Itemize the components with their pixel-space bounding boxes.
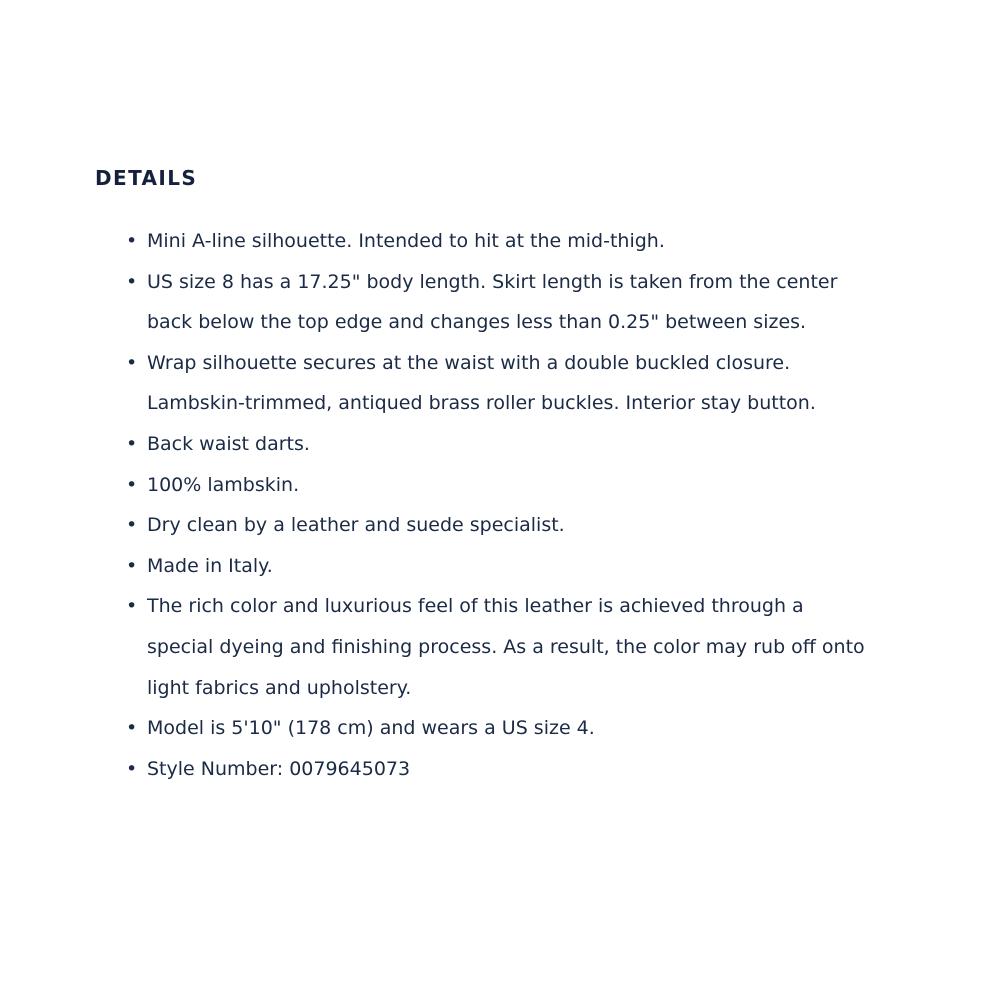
bullet-icon: • — [126, 270, 138, 293]
list-item — [126, 546, 866, 587]
list-item-text: 100% lambskin. — [147, 473, 300, 496]
list-item — [126, 708, 866, 749]
list-item-text: Wrap silhouette secures at the waist with a double buckled closure. Lambskin-trimmed, antiqued brass roller buckles. Interior stay button. — [147, 351, 816, 415]
list-item — [126, 465, 866, 506]
details-heading: DETAILS — [95, 166, 198, 190]
list-item — [126, 221, 866, 262]
details-list — [126, 221, 866, 789]
bullet-icon: • — [126, 554, 138, 577]
bullet-icon: • — [126, 230, 138, 252]
details-section — [95, 166, 885, 780]
list-item — [126, 262, 866, 343]
list-item-text: Mini A-line silhouette. Intended to hit at the mid-thigh. — [147, 230, 665, 252]
list-item-text: US size 8 has a 17.25" body length. Skirt length is taken from the center back below the top edge and changes less than 0.25" between sizes. — [147, 270, 838, 334]
bullet-icon: • — [126, 757, 138, 780]
bullet-icon: • — [126, 473, 138, 496]
bullet-icon: • — [126, 432, 138, 455]
list-item-text: Made in Italy. — [147, 554, 273, 577]
bullet-icon: • — [126, 717, 138, 740]
bullet-icon: • — [126, 514, 138, 537]
list-item — [126, 586, 866, 708]
list-item — [126, 343, 866, 424]
bullet-icon: • — [126, 351, 138, 374]
list-item — [126, 424, 866, 465]
list-item-text: Style Number: 0079645073 — [147, 757, 411, 780]
list-item — [126, 505, 866, 546]
list-item-text: Back waist darts. — [147, 432, 310, 455]
list-item-text: Model is 5'10" (178 cm) and wears a US size 4. — [147, 717, 595, 740]
bullet-icon: • — [126, 595, 138, 618]
list-item — [126, 749, 866, 790]
list-item-text: Dry clean by a leather and suede specialist. — [147, 514, 565, 537]
list-item-text: The rich color and luxurious feel of this leather is achieved through a special dyeing and finishing process. As a result, the color may rub off onto light fabrics and upholstery. — [147, 595, 865, 699]
